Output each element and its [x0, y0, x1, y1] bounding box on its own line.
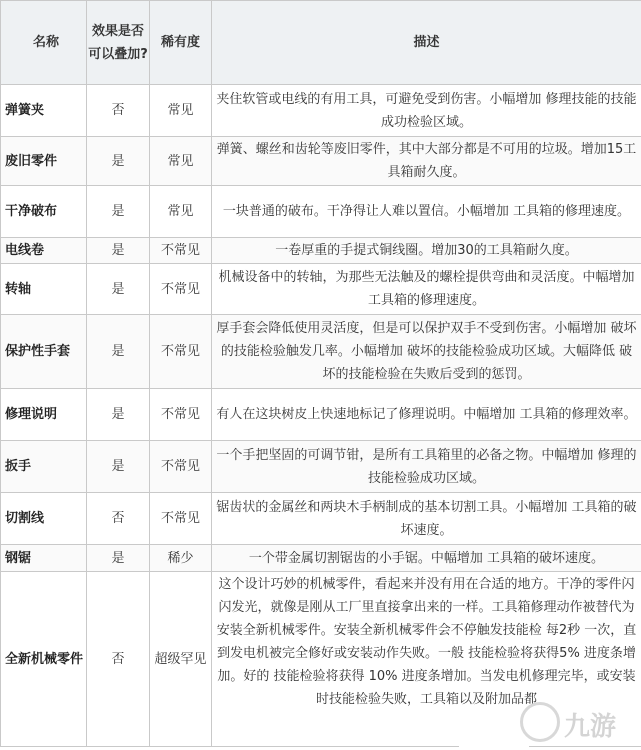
item-description: 有人在这块树皮上快速地标记了修理说明。中幅增加 工具箱的修理效率。	[212, 389, 641, 441]
item-rarity: 稀少	[150, 545, 212, 572]
item-stackable: 是	[87, 238, 150, 264]
item-description: 一块普通的破布。干净得让人难以置信。小幅增加 工具箱的修理速度。	[212, 186, 641, 238]
item-stackable: 是	[87, 186, 150, 238]
table-row	[1, 493, 641, 545]
table-row	[1, 389, 641, 441]
header-stackable-label: 效果是否可以叠加?	[87, 20, 149, 66]
table-row	[1, 186, 641, 238]
item-description: 弹簧、螺丝和齿轮等废旧零件，其中大部分都是不可用的垃圾。增加15工具箱耐久度。	[212, 137, 641, 186]
item-rarity: 常见	[150, 137, 212, 186]
item-name: 钢锯	[1, 545, 87, 572]
item-rarity: 常见	[150, 186, 212, 238]
header-row	[1, 1, 641, 85]
item-name: 保护性手套	[1, 315, 87, 389]
item-rarity: 不常见	[150, 389, 212, 441]
table-row	[1, 315, 641, 389]
item-stackable: 是	[87, 315, 150, 389]
item-stackable: 是	[87, 441, 150, 493]
table-row	[1, 85, 641, 137]
item-rarity: 不常见	[150, 441, 212, 493]
item-description: 厚手套会降低使用灵活度，但是可以保护双手不受到伤害。小幅增加 破坏的技能检验触发几率。小幅增加 破坏的技能检验成功区域。大幅降低 破坏的技能检验在失败后受到的惩罚。	[212, 315, 641, 389]
item-name: 废旧零件	[1, 137, 87, 186]
item-description: 这个设计巧妙的机械零件，看起来并没有用在合适的地方。干净的零件闪闪发光，就像是刚从工厂里直接拿出来的一样。工具箱修理动作被替代为安装全新机械零件。安装全新机械零件会不停触发技能检 每2秒 一次，直到发电机被完全修好或安装动作失败。一般 技能检验将获得5% 进度条增加。好的 技能检验将获得 10% 进度条增加。当发电机修理完毕，或安装时技能检验失败，工具箱以及附加品都	[212, 572, 641, 747]
header-name: 名称	[1, 1, 87, 85]
item-description: 一个带金属切割锯齿的小手锯。中幅增加 工具箱的破坏速度。	[212, 545, 641, 572]
item-description: 一个手把坚固的可调节钳，是所有工具箱里的必备之物。中幅增加 修理的技能检验成功区域。	[212, 441, 641, 493]
item-name: 电线卷	[1, 238, 87, 264]
item-stackable: 否	[87, 85, 150, 137]
item-rarity: 不常见	[150, 493, 212, 545]
item-stackable: 是	[87, 389, 150, 441]
header-stackable	[87, 1, 150, 85]
item-stackable: 是	[87, 545, 150, 572]
item-description: 夹住软管或电线的有用工具，可避免受到伤害。小幅增加 修理技能的技能成功检验区域。	[212, 85, 641, 137]
item-description: 一卷厚重的手提式铜线圈。增加30的工具箱耐久度。	[212, 238, 641, 264]
item-rarity: 不常见	[150, 264, 212, 315]
item-stackable: 否	[87, 493, 150, 545]
table-row	[1, 441, 641, 493]
table-row	[1, 137, 641, 186]
item-name: 转轴	[1, 264, 87, 315]
item-description: 机械设备中的转轴，为那些无法触及的螺栓提供弯曲和灵活度。中幅增加 工具箱的修理速度。	[212, 264, 641, 315]
watermark-text: 九游	[564, 706, 616, 743]
item-name: 扳手	[1, 441, 87, 493]
item-name: 弹簧夹	[1, 85, 87, 137]
item-rarity: 不常见	[150, 315, 212, 389]
item-description: 锯齿状的金属丝和两块木手柄制成的基本切割工具。小幅增加 工具箱的破坏速度。	[212, 493, 641, 545]
item-name: 干净破布	[1, 186, 87, 238]
item-rarity: 常见	[150, 85, 212, 137]
item-name: 修理说明	[1, 389, 87, 441]
header-rarity: 稀有度	[150, 1, 212, 85]
table-row	[1, 572, 641, 747]
header-description: 描述	[212, 1, 641, 85]
item-rarity: 超级罕见	[150, 572, 212, 747]
item-name: 切割线	[1, 493, 87, 545]
table-row	[1, 238, 641, 264]
table-row	[1, 264, 641, 315]
item-stackable: 是	[87, 264, 150, 315]
table-row	[1, 545, 641, 572]
item-rarity: 不常见	[150, 238, 212, 264]
item-stackable: 是	[87, 137, 150, 186]
item-stackable: 否	[87, 572, 150, 747]
item-name: 全新机械零件	[1, 572, 87, 747]
